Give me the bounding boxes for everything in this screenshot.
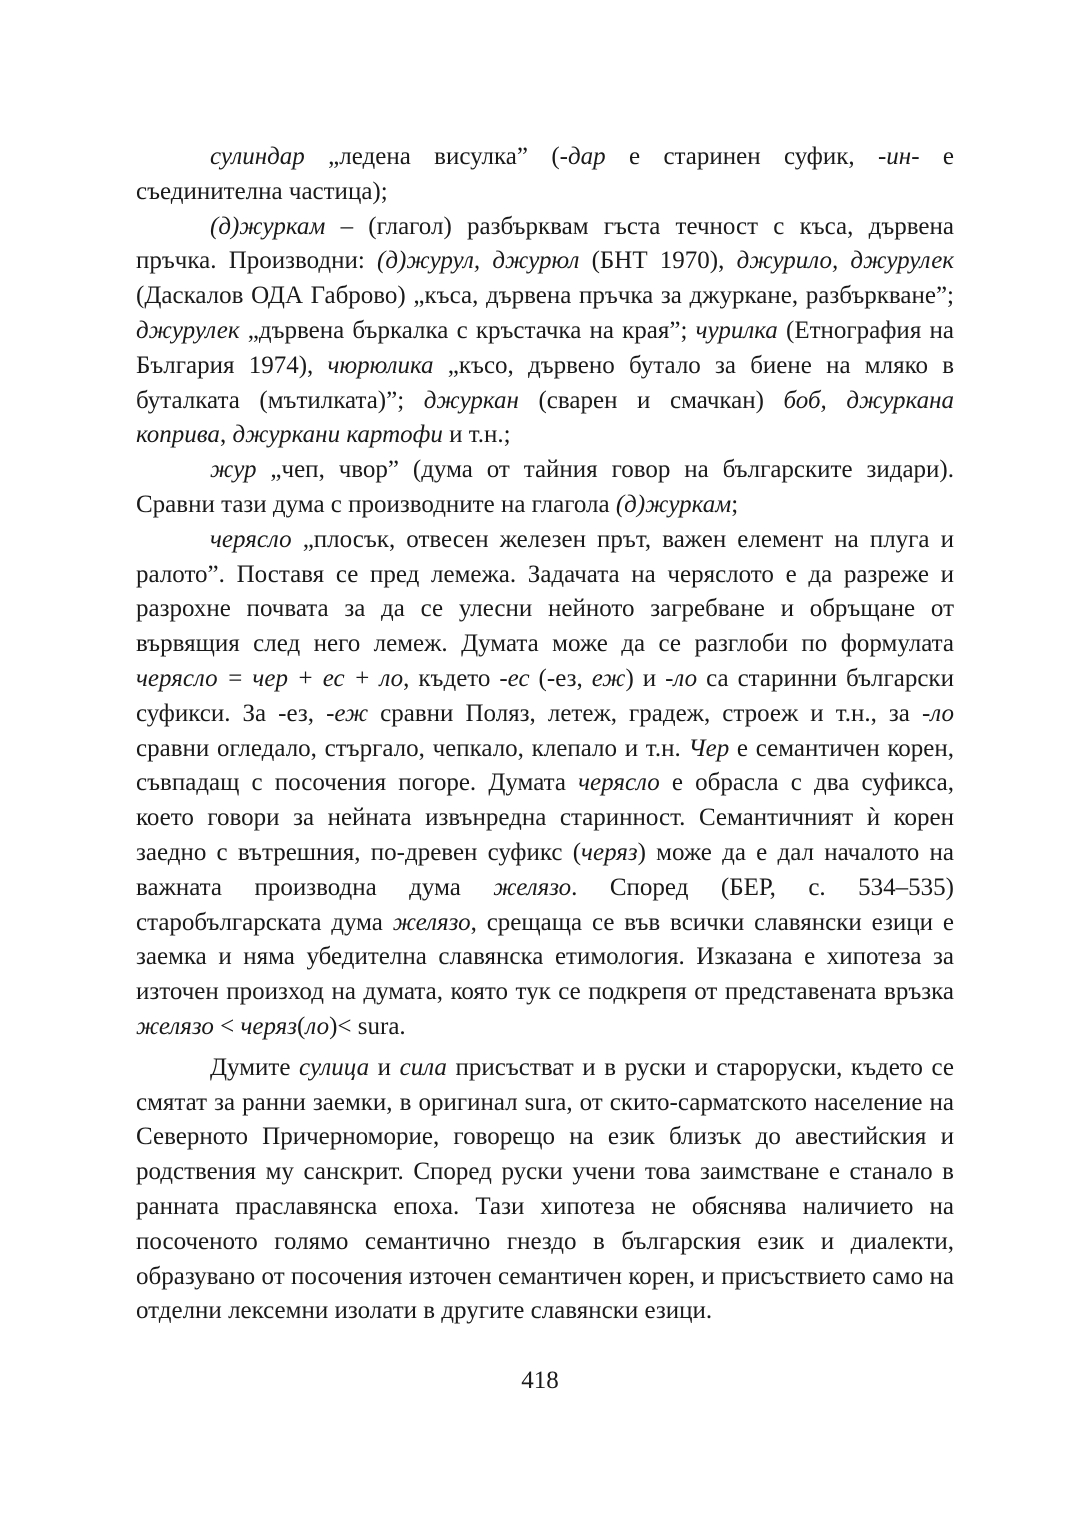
- italic-term: черяз: [581, 838, 638, 866]
- italic-term: Чер: [688, 734, 730, 762]
- text-run: (БНТ 1970),: [579, 247, 737, 275]
- text-run: е семантичен корен, съвпадащ с посочения погоре. Думата: [136, 734, 954, 797]
- italic-term: -ин-: [877, 143, 920, 170]
- text-run: , където: [403, 664, 500, 692]
- text-run: и т.н.;: [442, 421, 511, 449]
- italic-term: -ло: [921, 699, 954, 727]
- text-run: )< sura.: [329, 1012, 406, 1040]
- text-run: „ледена висулка” (: [304, 143, 560, 170]
- text-run: (-ез,: [529, 664, 592, 692]
- italic-term: ло: [305, 1012, 330, 1040]
- italic-term: джуркан: [423, 386, 519, 414]
- paragraph: [136, 140, 954, 210]
- paragraph: [136, 523, 954, 1045]
- text-run: (Даскалов ОДА Габрово) „къса, дървена пръчка за джуркане, разбъркване”;: [136, 282, 954, 310]
- text-run: сравни Поляз, летеж, градеж, строеж и т.н., за: [368, 699, 922, 727]
- italic-term: черясло = чер + ес + ло: [136, 664, 404, 692]
- text-run: – (глагол) разбърквам гъста течност с къса, дървена пръчка. Производни:: [136, 212, 954, 275]
- italic-term: жур: [210, 456, 257, 484]
- text-run: (: [297, 1012, 306, 1040]
- italic-term: черясло: [578, 769, 660, 797]
- italic-term: джуркани картофи: [232, 421, 443, 449]
- paragraph: [136, 210, 954, 454]
- text-run: е обрасла с два суфикса, което говори за нейната извънредна старинност. Семантичният ѝ корен заедно с вътрешния, по-древен суфикс (: [136, 769, 954, 866]
- text-run: е съединителна частица);: [136, 143, 954, 205]
- italic-term: боб, джуркана коприва: [136, 386, 954, 449]
- text-run: <: [213, 1012, 241, 1040]
- italic-term: (д)журкам: [615, 490, 732, 518]
- text-run: „чеп, чвор” (дума от тайния говор на българските зидари). Сравни тази дума с производните на глагола: [136, 456, 954, 518]
- italic-term: еж: [591, 664, 626, 692]
- text-run: ) може да е дал началото на важната производна дума: [136, 838, 954, 901]
- italic-term: чюрюлика: [327, 351, 434, 379]
- paragraph: [136, 453, 954, 523]
- text-run: е старинен суфик,: [605, 143, 878, 170]
- text-run: ;: [731, 490, 739, 518]
- text-run: , срещаща се във всички славянски езици е заемка и няма убедителна славянска етимология. Изказана е хипотеза за източен произход на думата, която тук се подкрепя от представената връзка: [136, 908, 954, 1006]
- text-run: са старинни български суфикси. За -ез,: [136, 664, 954, 727]
- italic-term: джурило, джурулек: [736, 247, 954, 275]
- italic-term: сулица: [299, 1053, 370, 1081]
- body-text: [136, 140, 954, 1329]
- text-run: присъстват и в руски и староруски, където се смятат за ранни заемки, в оригинал sura, от скито-сарматското население на Северното Причерноморие, говорещо на език близък до авестийския и родствения му санскрит. Според руски учени това заимстване е станало в ранната праславянска епоха. Тази хипотеза не обяснява наличието на посоченото голямо семантично гнездо в българския език и диалекти, образувано от посочения източен семантичен корен, и присъствието само на отделни лексемни изолати в другите славянски езици.: [136, 1053, 954, 1325]
- page-number: 418: [521, 1367, 559, 1394]
- italic-term: желязо: [136, 1012, 214, 1040]
- text-run: и: [369, 1053, 400, 1081]
- italic-term: (д)журул, джурюл: [377, 247, 580, 275]
- text-run: ,: [219, 421, 233, 449]
- text-run: Думите: [210, 1053, 300, 1081]
- italic-term: -еж: [326, 699, 369, 727]
- italic-term: сулиндар: [210, 143, 305, 170]
- italic-term: -дар: [559, 143, 606, 170]
- italic-term: -ес: [499, 664, 530, 692]
- paragraph: [136, 1051, 954, 1329]
- italic-term: черяз: [240, 1012, 298, 1040]
- italic-term: желязо: [392, 908, 471, 936]
- italic-term: чурилка: [695, 316, 778, 344]
- italic-term: сила: [399, 1053, 447, 1081]
- italic-term: желязо: [493, 873, 572, 901]
- text-run: „късо, дървено бутало за биене на мляко в буталката (мътилката)”;: [136, 351, 954, 414]
- italic-term: черясло: [210, 525, 292, 553]
- text-run: (сварен и смачкан): [518, 386, 784, 414]
- italic-term: -ло: [665, 664, 698, 692]
- italic-term: джурулек: [136, 316, 240, 344]
- text-run: сравни огледало, стъргало, чепкало, клепало и т.н.: [136, 734, 689, 762]
- text-run: „плосък, отвесен железен прът, важен елемент на плуга и ралото”. Поставя се пред лемежа. Задачата на черяслото е да разреже и разрохне почвата за да се улесни нейното загребване и обръщане от вървящия след него лемеж. Думата може да се разглоби по формулата: [136, 525, 954, 658]
- text-run: „дървена бъркалка с кръстачка на края”;: [239, 316, 696, 344]
- text-run: . Според (БЕР, с. 534–535) старобългарската дума: [136, 873, 954, 936]
- text-run: ) и: [625, 664, 666, 692]
- italic-term: (д)журкам: [210, 212, 326, 240]
- text-run: (Етнография на България 1974),: [136, 316, 954, 379]
